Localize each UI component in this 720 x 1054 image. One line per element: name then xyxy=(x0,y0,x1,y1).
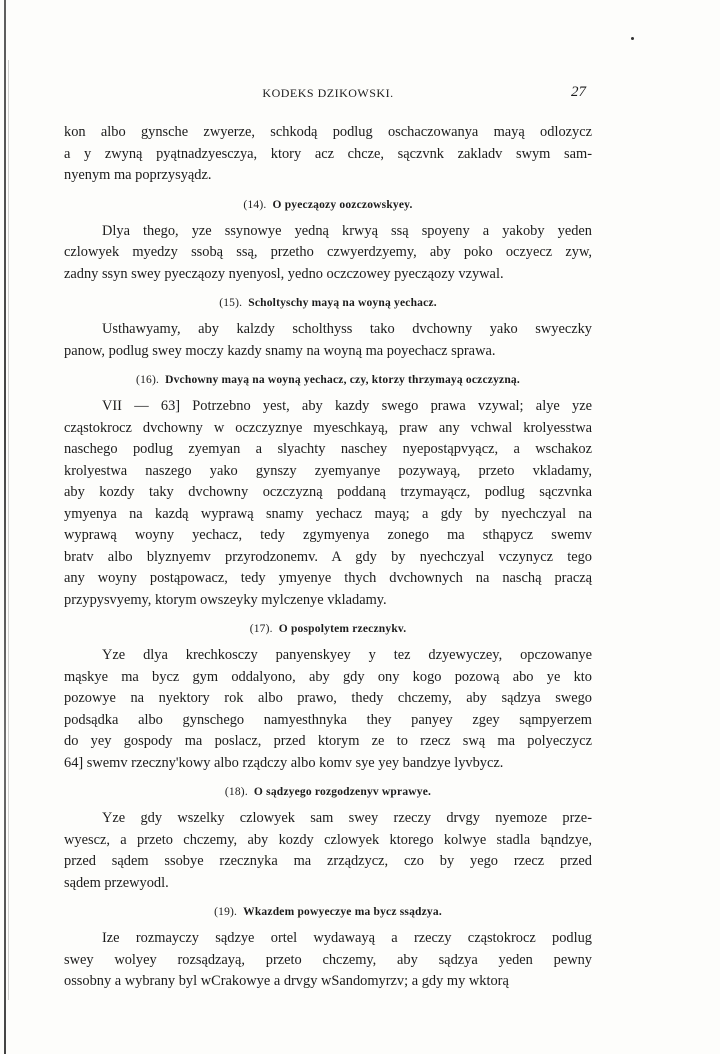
text-line: do yey gospody ma poslacz, przed ktorym ze to rzecz swą ma polyeczycz xyxy=(64,733,592,749)
text-line: krolyestwa naszego yako gynszy zyemyanye pozywayą, przeto vkladamy, xyxy=(64,462,592,479)
text-line: naschego podlug zyemyan a slyachty naschey nyepostąpvyącz, a wschakoz xyxy=(64,441,592,457)
text-content xyxy=(64,122,592,993)
section-heading xyxy=(64,621,592,637)
text-line: kon albo gynsche zwyerze, schkodą podlug oschaczowanya mayą odlozycz xyxy=(64,124,592,140)
text-line: Dlya thego, yze ssynowye yedną krwyą ssą spoyeny a yakoby yeden xyxy=(102,222,592,239)
section-title: Wkazdem powyeczye ma bycz ssądzya. xyxy=(243,906,442,918)
section-heading xyxy=(64,197,592,213)
section-number: (18). xyxy=(224,786,248,798)
section-title: O pyecząozy oozczowskyey. xyxy=(272,198,413,211)
paragraph xyxy=(64,221,592,286)
text-line: mąskye ma bycz gym oddalyono, aby gdy ony kogo pozową abo ye kto xyxy=(64,668,592,685)
paragraph xyxy=(64,319,592,362)
text-line: panow, podlug swey moczy kazdy snamy na woyną ma poyechacz sprawa. xyxy=(64,342,496,359)
text-line: swey wolyey rozsądzayą, przeto chczemy, aby sądzya yeden pewny xyxy=(64,951,592,968)
text-line: Ize rozmayczy sądzye ortel wydawayą a rzeczy cząstokrocz podlug xyxy=(102,930,592,946)
text-line: bratv albo blyznyemv przyrodzonemv. A gdy by nyechczyal vczynycz tego xyxy=(64,548,592,565)
text-line: pozowye na nyektory rok albo prawo, thedy chczemy, aby sądzya swego xyxy=(64,690,592,706)
text-line: zadny ssyn swey pyecząozy nyenyosl, yedno oczczowey pyecząozy vzywal. xyxy=(64,265,504,282)
text-line: ymyenya na kazdą wyprawą snamy yechacz mayą; a gdy by nyechczyal na xyxy=(64,505,592,522)
scan-page-edge xyxy=(4,0,6,1054)
text-line: Yze gdy wszelky czlowyek sam swey rzeczy drvgy nyemoze prze- xyxy=(102,810,592,826)
paragraph xyxy=(64,928,592,993)
section-heading xyxy=(64,784,592,800)
text-line: nyenym ma poprzysyądz. xyxy=(64,167,212,183)
text-line: podsądka albo gynschego namyesthnyka they panyey zgey sąmpyerzem xyxy=(64,711,592,728)
text-line: aby kozdy taky dvchowny oczczyzną poddaną trzymayącz, podlug sączvnka xyxy=(64,484,592,500)
page-number: 27 xyxy=(571,84,586,100)
section-title: O sądzyego rozgodzenyv wprawye. xyxy=(253,786,432,798)
text-line: przed sądem ssobye rzecznyka ma zrządzycz, czo by yego rzecz przed xyxy=(64,853,592,869)
running-title: KODEKS DZIKOWSKI. xyxy=(262,86,394,100)
text-line: Usthawyamy, aby kalzdy scholthyss tako dvchowny yako swyeczky xyxy=(102,321,592,337)
text-line: wyescz, a przeto chczemy, aby kozdy czlowyek ktorego kolwye stadla bąndzye, xyxy=(64,831,592,848)
scan-shadow-line xyxy=(8,60,9,1000)
section-number: (15). xyxy=(219,297,243,309)
text-line: sądem przewyodl. xyxy=(64,874,169,891)
text-line: a y zwyną pyątnadzyesczya, ktory acz chcze, sączvnk zakladv swym sam- xyxy=(64,145,592,162)
text-line: ossobny a wybrany byl wCrakowye a drvgy wSandomyrzv; a gdy my wktorą xyxy=(64,973,509,989)
text-line: Yze dlya krechkosczy panyenskyey y tez dzyewyczey, opczowanye xyxy=(102,647,592,663)
section-number: (16). xyxy=(136,374,160,386)
paragraph xyxy=(64,396,592,611)
running-header xyxy=(64,84,592,108)
page-body xyxy=(64,84,592,993)
text-line: przypysvyemy, ktorym owszeyky mylczenye vkladamy. xyxy=(64,591,387,608)
paragraph xyxy=(64,645,592,774)
section-title: Scholtyschy mayą na woyną yechacz. xyxy=(248,297,437,309)
section-number: (17). xyxy=(249,623,273,635)
section-title: O pospolytem rzecznykv. xyxy=(278,623,407,635)
text-line: any woyny postąpowacz, tedy ymyenye thych dvchownych na naschą praczą xyxy=(64,570,592,586)
text-line: wyprawą woyny yechacz, tedy zgymyenya zonego ma sthąpycz swemv xyxy=(64,527,592,543)
text-line: cząstokrocz dvchowny w oczczyznye myeschkayą, praw any vchwal krolyesstwa xyxy=(64,419,592,436)
section-heading xyxy=(64,295,592,311)
text-line: VII — 63] Potrzebno yest, aby kazdy swego prawa vzywal; alye yze xyxy=(102,398,592,414)
text-line: czlowyek myedzy ssobą ssą, przetho czwyerdzyemy, aby poko oczyecz zyw, xyxy=(64,244,592,260)
scan-speck xyxy=(631,37,634,40)
text-line: 64] swemv rzeczny'kowy albo rządczy albo komv sye yey bandzye lyvbycz. xyxy=(64,754,504,771)
section-number: (19). xyxy=(214,906,238,918)
paragraph xyxy=(64,808,592,894)
section-heading xyxy=(64,904,592,920)
section-heading xyxy=(64,372,592,388)
paragraph xyxy=(64,122,592,187)
section-number: (14). xyxy=(243,198,267,211)
section-title: Dvchowny mayą na woyną yechacz, czy, ktorzy thrzymayą oczczyzną. xyxy=(165,374,520,386)
